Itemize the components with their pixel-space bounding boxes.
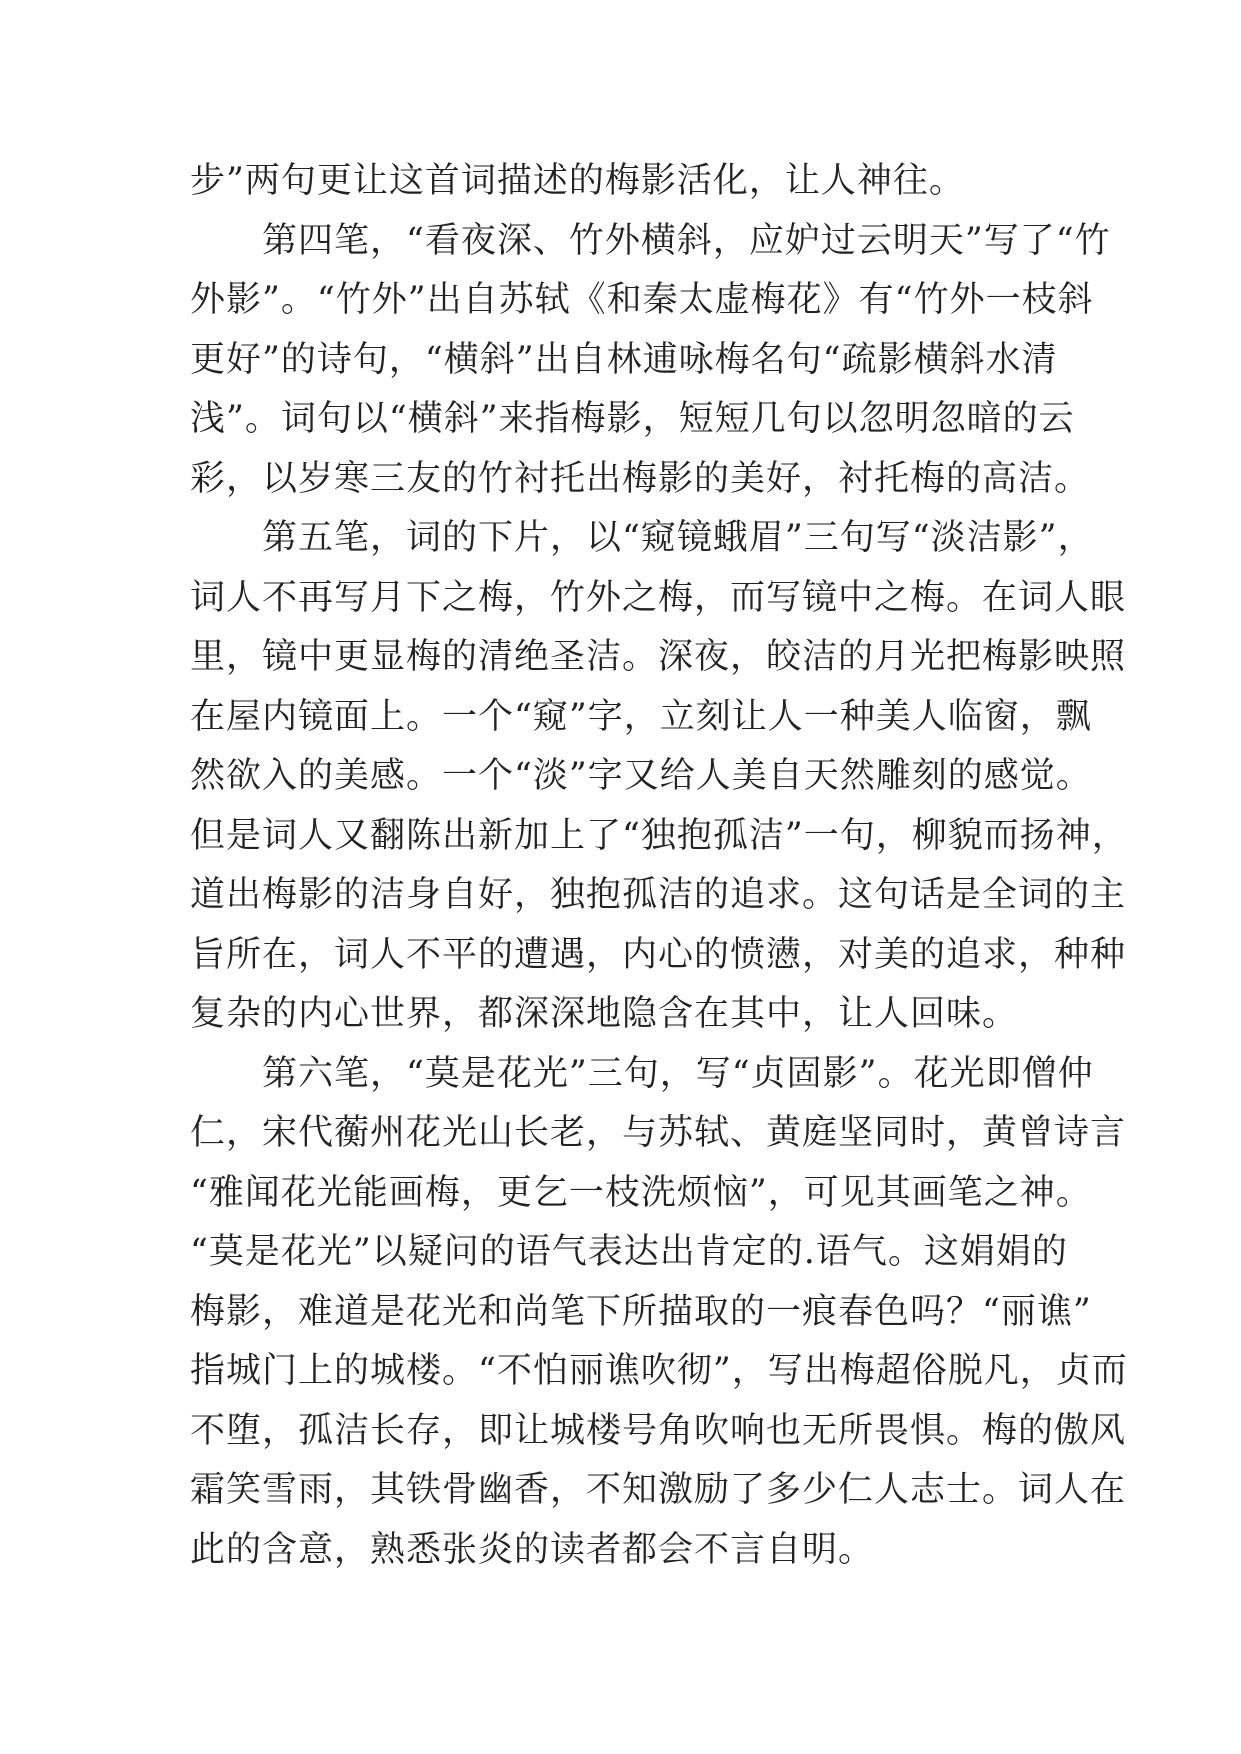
body-text [190,152,1128,1580]
text-line: 彩，以岁寒三友的竹衬托出梅影的美好，衬托梅的高洁。 [190,458,1091,499]
text-line: 旨所在，词人不平的遭遇，内心的愤懑，对美的追求，种种 [190,934,1127,975]
text-line: 第四笔，“看夜深、竹外横斜，应妒过云明天”写了“竹 [190,220,1111,261]
text-line: 里，镜中更显梅的清绝圣洁。深夜，皎洁的月光把梅影映照 [190,637,1127,677]
text-line: “雅闻花光能画梅，更乞一枝洗烦恼”，可见其画笔之神。 [190,1172,1092,1213]
text-line: “莫是花光”以疑问的语气表达出肯定的.语气。这娟娟的 [190,1232,1068,1272]
text-line: 霜笑雪雨，其铁骨幽香，不知激励了多少仁人志士。词人在 [190,1470,1127,1510]
text-line: 指城门上的城楼。“不怕丽谯吹彻”，写出梅超俗脱凡，贞而 [190,1351,1128,1391]
text-line: 更好”的诗句，“横斜”出自林逋咏梅名句“疏影横斜水清 [190,339,1058,380]
text-line: 但是词人又翻陈出新加上了“独抱孤洁”一句，柳貌而扬神， [190,815,1128,856]
text-line: 梅影，难道是花光和尚笔下所描取的一痕春色吗？“丽谯” [190,1291,1092,1332]
text-line: 第五笔，词的下片，以“窥镜蛾眉”三句写“淡洁影”， [190,518,1094,558]
text-line: 此的含意，熟悉张炎的读者都会不言自明。 [190,1529,875,1570]
text-line: 外影”。“竹外”出自苏轼《和秦太虚梅花》有“竹外一枝斜 [190,280,1094,320]
text-line: 步”两句更让这首词描述的梅影活化，让人神往。 [190,161,965,201]
text-line: 复杂的内心世界，都深深地隐含在其中，让人回味。 [190,994,1019,1034]
text-line: 道出梅影的洁身自好，独抱孤洁的追求。这句话是全词的主 [190,875,1127,915]
text-line: 在屋内镜面上。一个“窥”字，立刻让人一种美人临窗，飘 [190,696,1092,737]
text-line: 不堕，孤洁长存，即让城楼号角吹响也无所畏惧。梅的傲风 [190,1410,1127,1451]
text-line: 仁，宋代蘅州花光山长老，与苏轼、黄庭坚同时，黄曾诗言 [190,1113,1127,1153]
text-line: 第六笔，“莫是花光”三句，写“贞固影”。花光即僧仲 [190,1053,1094,1094]
text-line: 浅”。词句以“横斜”来指梅影，短短几句以忽明忽暗的云 [190,399,1075,439]
text-line: 词人不再写月下之梅，竹外之梅，而写镜中之梅。在词人眼 [190,577,1127,618]
text-line: 然欲入的美感。一个“淡”字又给人美自天然雕刻的感觉。 [190,756,1092,796]
